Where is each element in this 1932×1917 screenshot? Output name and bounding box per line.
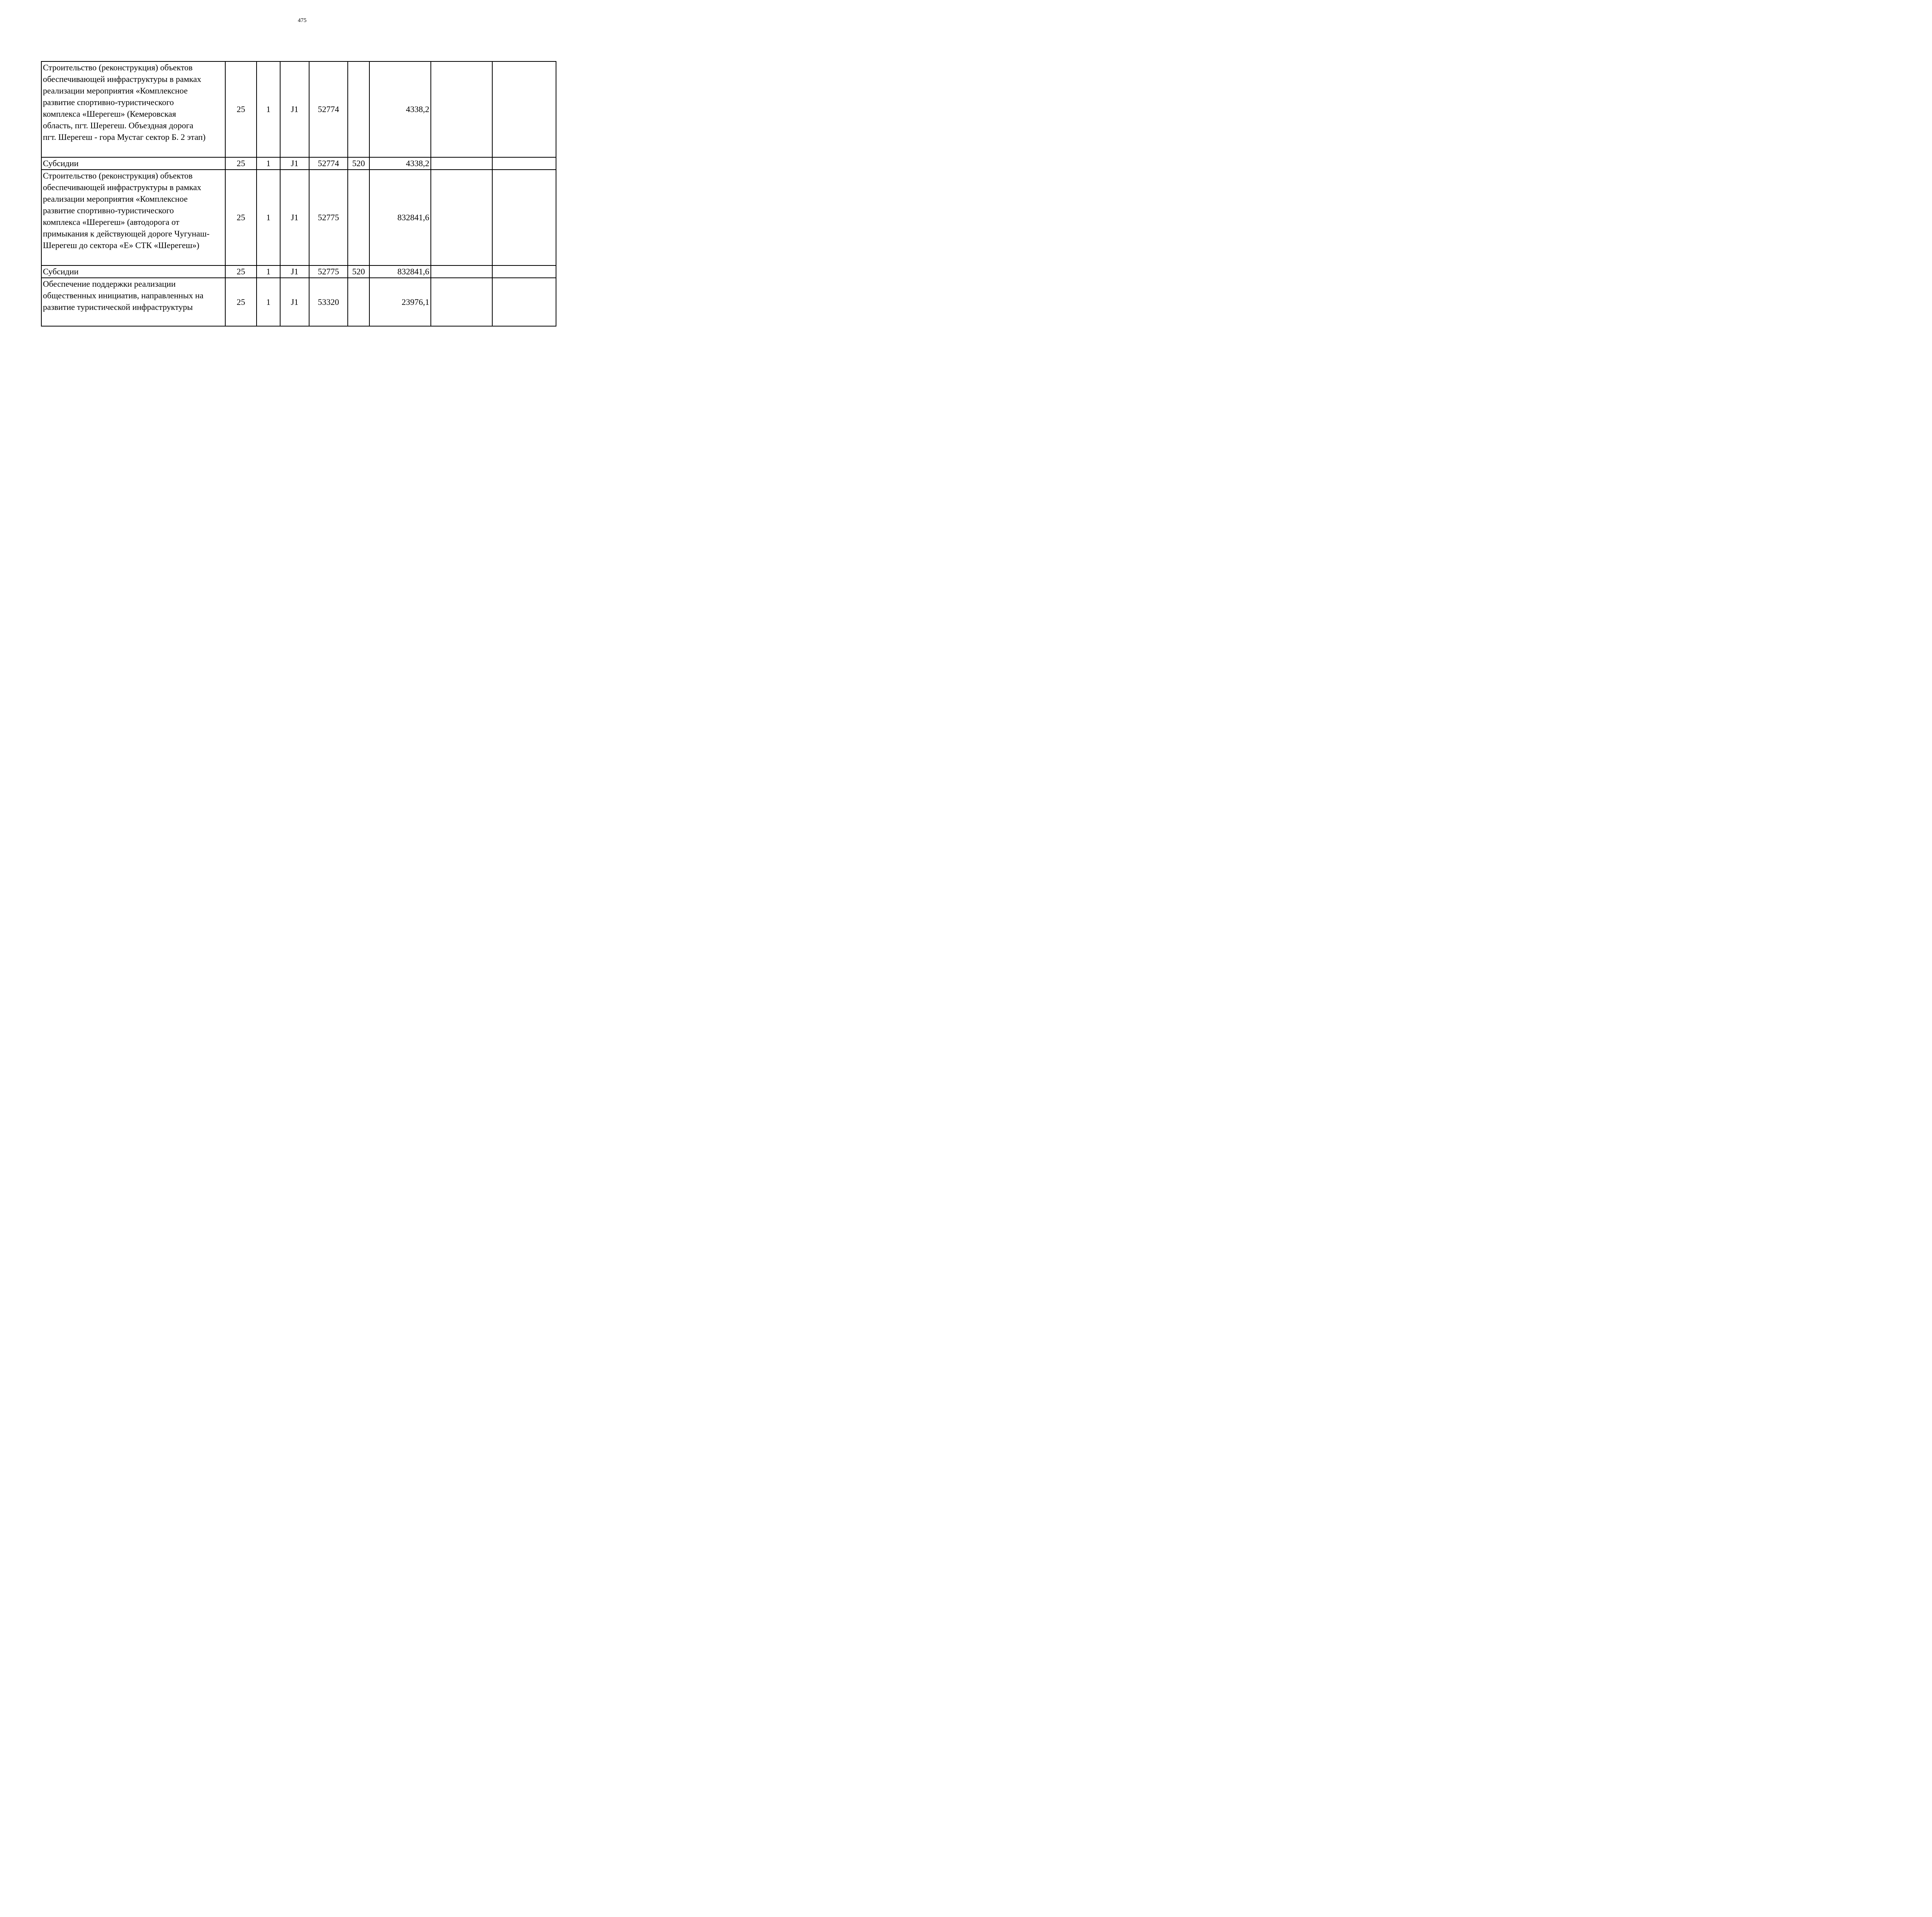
project-cell: J1 [280, 265, 309, 278]
empty-cell [492, 170, 556, 265]
subprogram-cell: 1 [257, 170, 280, 265]
direction-cell: 52774 [309, 157, 348, 170]
amount-cell: 4338,2 [369, 157, 431, 170]
direction-cell: 52775 [309, 265, 348, 278]
empty-cell [492, 265, 556, 278]
subprogram-cell: 1 [257, 157, 280, 170]
table-row [41, 170, 556, 265]
chapter-cell: 25 [225, 170, 257, 265]
empty-cell [431, 278, 492, 326]
subprogram-cell: 1 [257, 61, 280, 157]
amount-cell: 23976,1 [369, 278, 431, 326]
expense-type-cell [348, 170, 369, 265]
page-number: 475 [298, 17, 307, 24]
project-cell: J1 [280, 157, 309, 170]
amount-cell: 4338,2 [369, 61, 431, 157]
table-row [41, 265, 556, 278]
empty-cell [431, 61, 492, 157]
subprogram-cell: 1 [257, 265, 280, 278]
amount-cell: 832841,6 [369, 170, 431, 265]
chapter-cell: 25 [225, 278, 257, 326]
chapter-cell: 25 [225, 265, 257, 278]
row-name: Субсидии [41, 265, 225, 278]
direction-cell: 52774 [309, 61, 348, 157]
row-name: Строительство (реконструкция) объектов обеспечивающей инфраструктуры в рамках реализации мероприятия «Комплексное развитие спортивно-туристического комплекса «Шерегеш» (автодорога от примыкания к действующей дороге Чугунаш- Шерегеш до сектора «Е» СТК «Шерегеш») [41, 170, 225, 265]
direction-cell: 52775 [309, 170, 348, 265]
table-row [41, 157, 556, 170]
subprogram-cell: 1 [257, 278, 280, 326]
table-row [41, 61, 556, 157]
expense-type-cell [348, 278, 369, 326]
expense-type-cell [348, 61, 369, 157]
empty-cell [431, 265, 492, 278]
project-cell: J1 [280, 278, 309, 326]
direction-cell: 53320 [309, 278, 348, 326]
budget-table [41, 61, 556, 327]
expense-type-cell: 520 [348, 157, 369, 170]
amount-cell: 832841,6 [369, 265, 431, 278]
empty-cell [431, 157, 492, 170]
empty-cell [492, 278, 556, 326]
expense-type-cell: 520 [348, 265, 369, 278]
chapter-cell: 25 [225, 61, 257, 157]
row-name: Обеспечение поддержки реализации общественных инициатив, направленных на развитие туристической инфраструктуры [41, 278, 225, 326]
empty-cell [492, 157, 556, 170]
empty-cell [431, 170, 492, 265]
table-row [41, 278, 556, 326]
empty-cell [492, 61, 556, 157]
project-cell: J1 [280, 61, 309, 157]
row-name: Строительство (реконструкция) объектов обеспечивающей инфраструктуры в рамках реализации мероприятия «Комплексное развитие спортивно-туристического комплекса «Шерегеш» (Кемеровская область, пгт. Шерегеш. Объездная дорога пгт. Шерегеш - гора Мустаг сектор Б. 2 этап) [41, 61, 225, 157]
row-name: Субсидии [41, 157, 225, 170]
project-cell: J1 [280, 170, 309, 265]
chapter-cell: 25 [225, 157, 257, 170]
